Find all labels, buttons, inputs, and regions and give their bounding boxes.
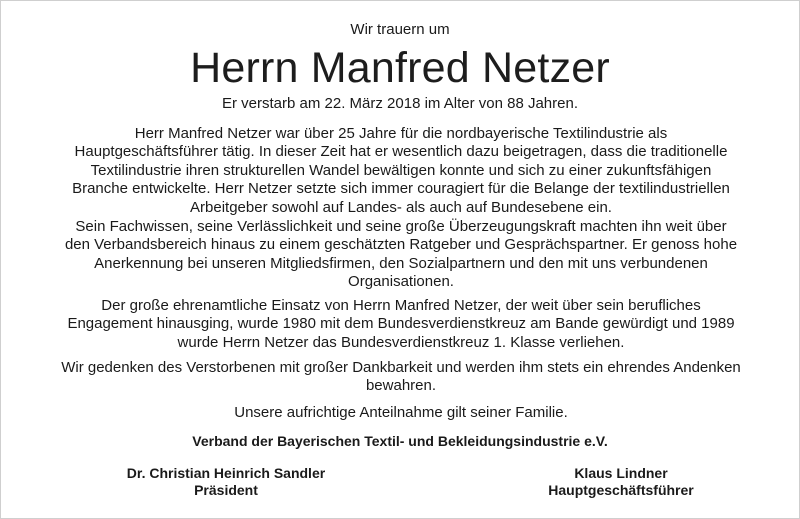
signatory-name: Klaus Lindner (574, 465, 668, 481)
intro-line: Wir trauern um (350, 21, 450, 38)
signatory-name: Dr. Christian Heinrich Sandler (126, 465, 326, 481)
paragraph-career: Herr Manfred Netzer war über 25 Jahre für die nordbayerische Textilindustrie als Hauptgeschäftsführer tätig. In dieser Zeit hat er wesentlich dazu beigetragen, dass die traditionelle Textilindustrie ihren strukturellen Wandel bewältigen konnte und sich zu einer zukunftsfähigen Branche entwickelte. Herr Netzer setzte sich immer couragiert für die Belange der textilindustriellen Arbeitgeber sowohl auf Landes- als auch auf Bundesebene ein. (72, 125, 730, 216)
paragraph-condolence: Unsere aufrichtige Anteilnahme gilt seiner Familie. (234, 404, 568, 421)
organization-name: Verband der Bayerischen Textil- und Bekleidungsindustrie e.V. (192, 433, 608, 449)
paragraph-remembrance: Wir gedenken des Verstorbenen mit großer Dankbarkeit und werden ihm stets ein ehrendes Andenken bewahren. (61, 359, 741, 395)
paragraph-expertise: Sein Fachwissen, seine Verlässlichkeit und seine große Überzeugungskraft machten ihn weit über den Verbandsbereich hinaus zu einem geschätzten Ratgeber und Gesprächspartner. Er genoss hohe Anerkennung bei unseren Mitgliedsfirmen, den Sozialpartnern und den mit uns verbundenen Organisationen. (64, 218, 738, 291)
signatory-title: Hauptgeschäftsführer (548, 482, 694, 498)
death-date-line: Er verstarb am 22. März 2018 im Alter von 88 Jahren. (222, 95, 578, 112)
signatory-president (91, 465, 361, 499)
signatory-managing-director (501, 465, 741, 499)
signatory-title: Präsident (194, 482, 258, 498)
paragraph-honors: Der große ehrenamtliche Einsatz von Herrn Manfred Netzer, der weit über sein berufliches Engagement hinausging, wurde 1980 mit dem Bundesverdienstkreuz am Bande gewürdigt und 1989 wurde Herrn Netzer das Bundesverdienstkreuz 1. Klasse verliehen. (67, 297, 735, 351)
deceased-name: Herrn Manfred Netzer (190, 44, 610, 92)
